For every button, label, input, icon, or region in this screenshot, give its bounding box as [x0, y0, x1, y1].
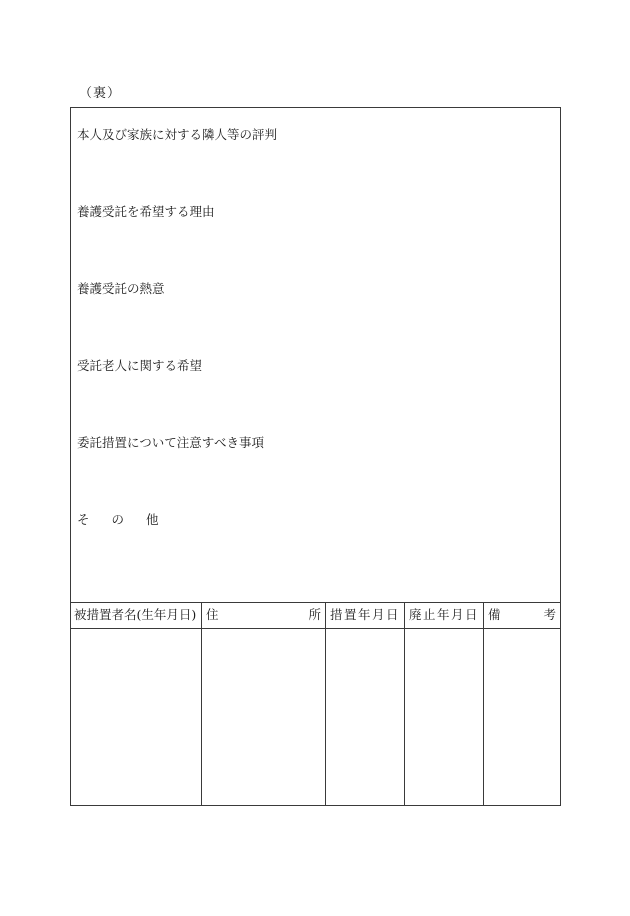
header-address-left: 住 [206, 607, 219, 622]
elderly-preference-label: 受託老人に関する希望 [77, 358, 203, 373]
cell-termination-date[interactable] [405, 629, 483, 805]
header-address [202, 602, 325, 628]
other-char-2: の [111, 512, 125, 527]
header-remarks-left: 備 [488, 607, 501, 622]
header-remarks [484, 602, 560, 628]
page-side-label: （裏） [79, 86, 122, 101]
other-char-1: そ [77, 512, 90, 527]
neighbor-reputation-label: 本人及び家族に対する隣人等の評判 [77, 127, 278, 142]
consignment-notes-label: 委託措置について注意すべき事項 [77, 435, 265, 450]
cell-placed-person-name[interactable] [71, 629, 201, 805]
cell-placement-date[interactable] [326, 629, 404, 805]
other-char-3: 他 [146, 512, 159, 527]
header-placement-date: 措置年月日 [329, 607, 400, 622]
header-placed-person-name: 被措置者名(生年月日) [74, 607, 197, 622]
placement-record-table [71, 602, 560, 805]
header-termination-date: 廃止年月日 [408, 607, 479, 622]
cell-address[interactable] [202, 629, 325, 805]
header-address-right: 所 [308, 607, 321, 622]
form-frame [70, 107, 561, 806]
cell-remarks[interactable] [484, 629, 560, 805]
care-enthusiasm-label: 養護受託の熱意 [77, 281, 165, 296]
care-reason-label: 養護受託を希望する理由 [77, 204, 215, 219]
header-remarks-right: 考 [543, 607, 556, 622]
other-label [77, 510, 159, 528]
